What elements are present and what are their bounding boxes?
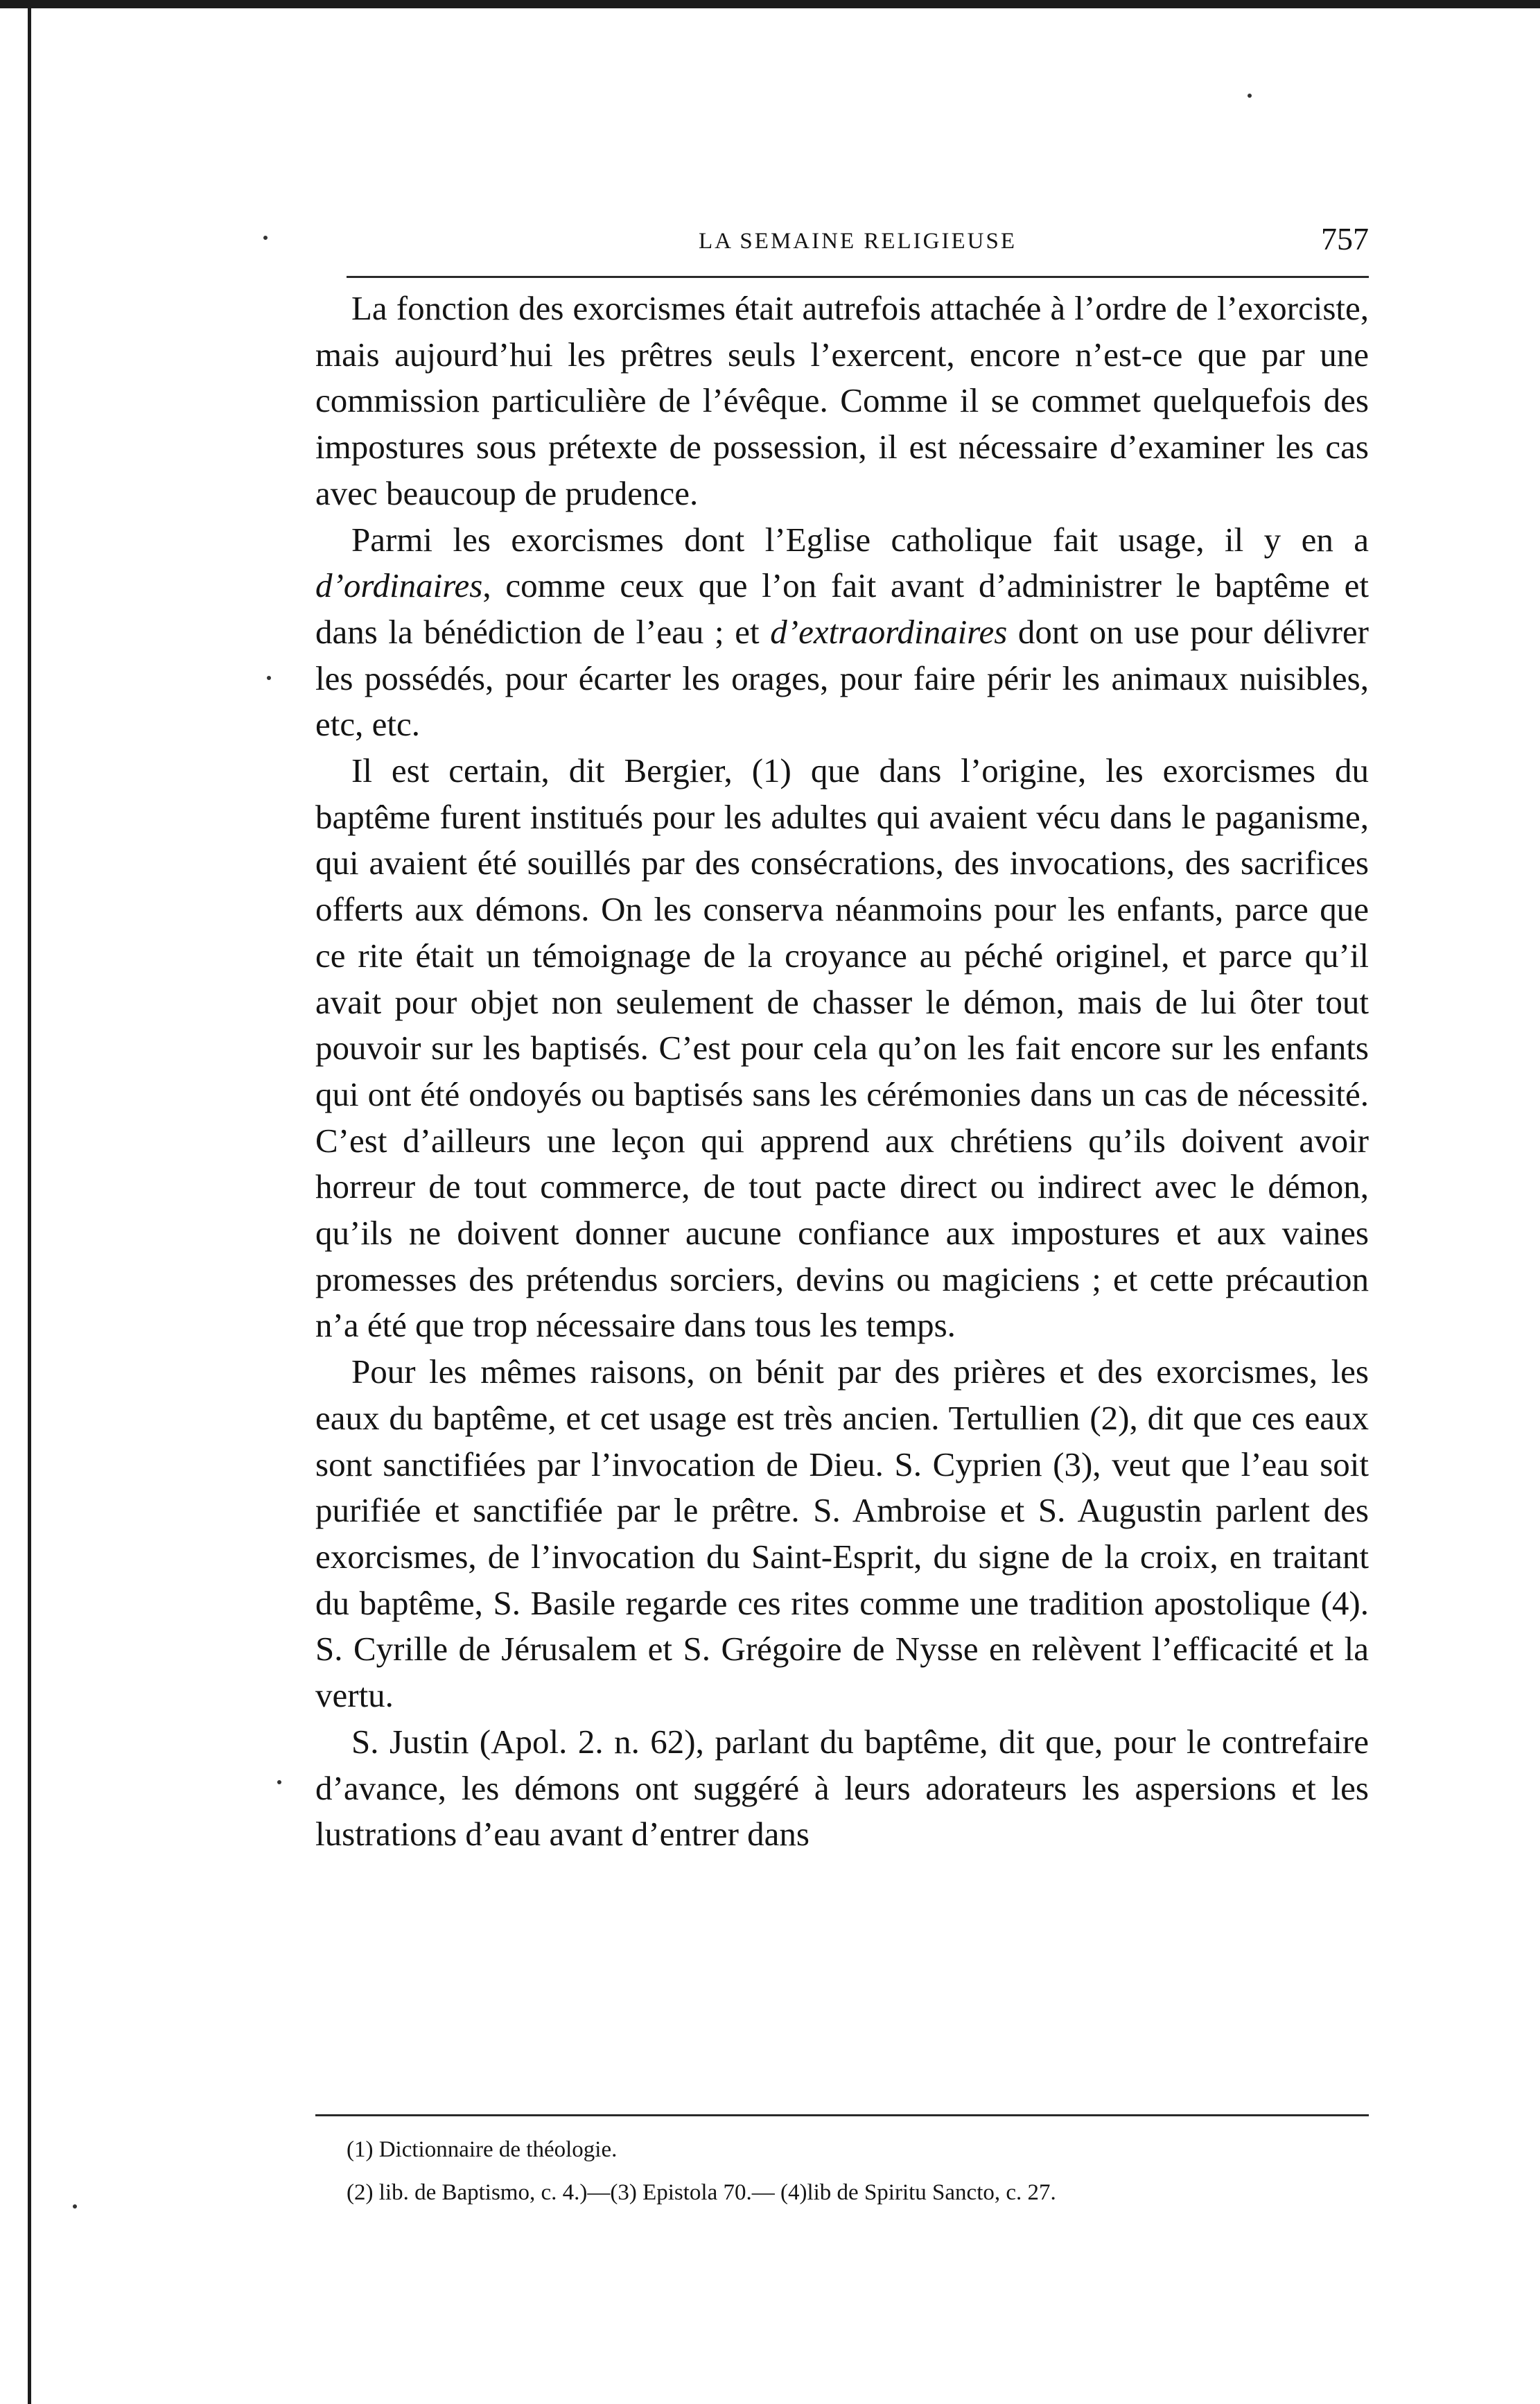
print-speck xyxy=(267,676,271,680)
page-edge-top xyxy=(0,0,1540,8)
running-title: LA SEMAINE RELIGIEUSE xyxy=(699,229,1017,254)
footnote-1: (1) Dictionnaire de théologie. xyxy=(347,2137,618,2162)
italic-extraordinaires: d’extraordinaires xyxy=(770,612,1008,651)
page-edge-left xyxy=(28,8,31,2404)
print-speck xyxy=(277,1780,281,1784)
page-number: 757 xyxy=(1321,221,1369,256)
body-text xyxy=(315,286,1369,1858)
print-speck xyxy=(263,236,268,240)
footnotes xyxy=(347,2128,1369,2214)
print-speck xyxy=(73,2204,77,2209)
italic-ordinaires: d’ordinaires xyxy=(315,566,483,605)
paragraph-2-part-c: dont on use pour délivrer les possédés, pour écarter les orages, pour faire périr les animaux nuisibles, etc, etc. xyxy=(315,612,1369,744)
paragraph-2-part-b: , comme ceux que l’on fait avant d’administrer le baptême et dans la bénédiction de l’eau ; et xyxy=(315,566,1369,651)
header-rule xyxy=(347,276,1369,278)
paragraph-3: Il est certain, dit Bergier, (1) que dans l’origine, les exorcismes du baptême furent institués pour les adultes qui avaient vécu dans le paganisme, qui avaient été souillés par des consécrations, des invocations, des sacrifices offerts aux démons. On les conserva néanmoins pour les enfants, parce que ce rite était un témoignage de la croyance au péché originel, et parce qu’il avait pour objet non seulement de chasser le démon, mais de lui ôter tout pouvoir sur les baptisés. C’est pour cela qu’on les fait encore sur les enfants qui ont été ondoyés ou baptisés sans les cérémonies dans un cas de nécessité. C’est d’ailleurs une leçon qui apprend aux chrétiens qu’ils doivent avoir horreur de tout commerce, de tout pacte direct ou indirect avec le démon, qu’ils ne doivent donner aucune confiance aux impostures et aux vaines promesses des prétendus sorciers, devins ou magiciens ; et cette précaution n’a été que trop nécessaire dans tous les temps. xyxy=(315,751,1369,1345)
paragraph-2-part-a: Parmi les exorcismes dont l’Eglise catholique fait usage, il y en a xyxy=(351,520,1369,559)
paragraph-1: La fonction des exorcismes était autrefois attachée à l’ordre de l’exorciste, mais aujourd’hui les prêtres seuls l’exercent, encore n’est-ce que par une commission particulière de l’évêque. Comme il se commet quelquefois des impostures sous prétexte de possession, il est nécessaire d’examiner les cas avec beaucoup de prudence. xyxy=(315,289,1369,512)
paragraph-2 xyxy=(315,517,1369,749)
paragraph-5: S. Justin (Apol. 2. n. 62), parlant du baptême, dit que, pour le contrefaire d’avance, les démons ont suggéré à leurs adorateurs les aspersions et les lustrations d’eau avant d’entrer dans xyxy=(315,1722,1369,1854)
paragraph-4: Pour les mêmes raisons, on bénit par des prières et des exorcismes, les eaux du baptême, et cet usage est très ancien. Tertullien (2), dit que ces eaux sont sanctifiées par l’invocation de Dieu. S. Cyprien (3), veut que l’eau soit purifiée et sanctifiée par le prêtre. S. Ambroise et S. Augustin parlent des exorcismes, de l’invocation du Saint-Esprit, du signe de la croix, en traitant du baptême, S. Basile regarde ces rites comme une tradition apostolique (4). S. Cyrille de Jérusalem et S. Grégoire de Nysse en relèvent l’efficacité et la vertu. xyxy=(315,1352,1369,1715)
print-speck xyxy=(1248,94,1252,98)
footnote-2: (2) lib. de Baptismo, c. 4.)—(3) Epistola 70.— (4)lib de Spiritu Sancto, c. 27. xyxy=(347,2180,1056,2205)
footnote-rule xyxy=(315,2114,1369,2116)
page-header xyxy=(347,220,1369,269)
